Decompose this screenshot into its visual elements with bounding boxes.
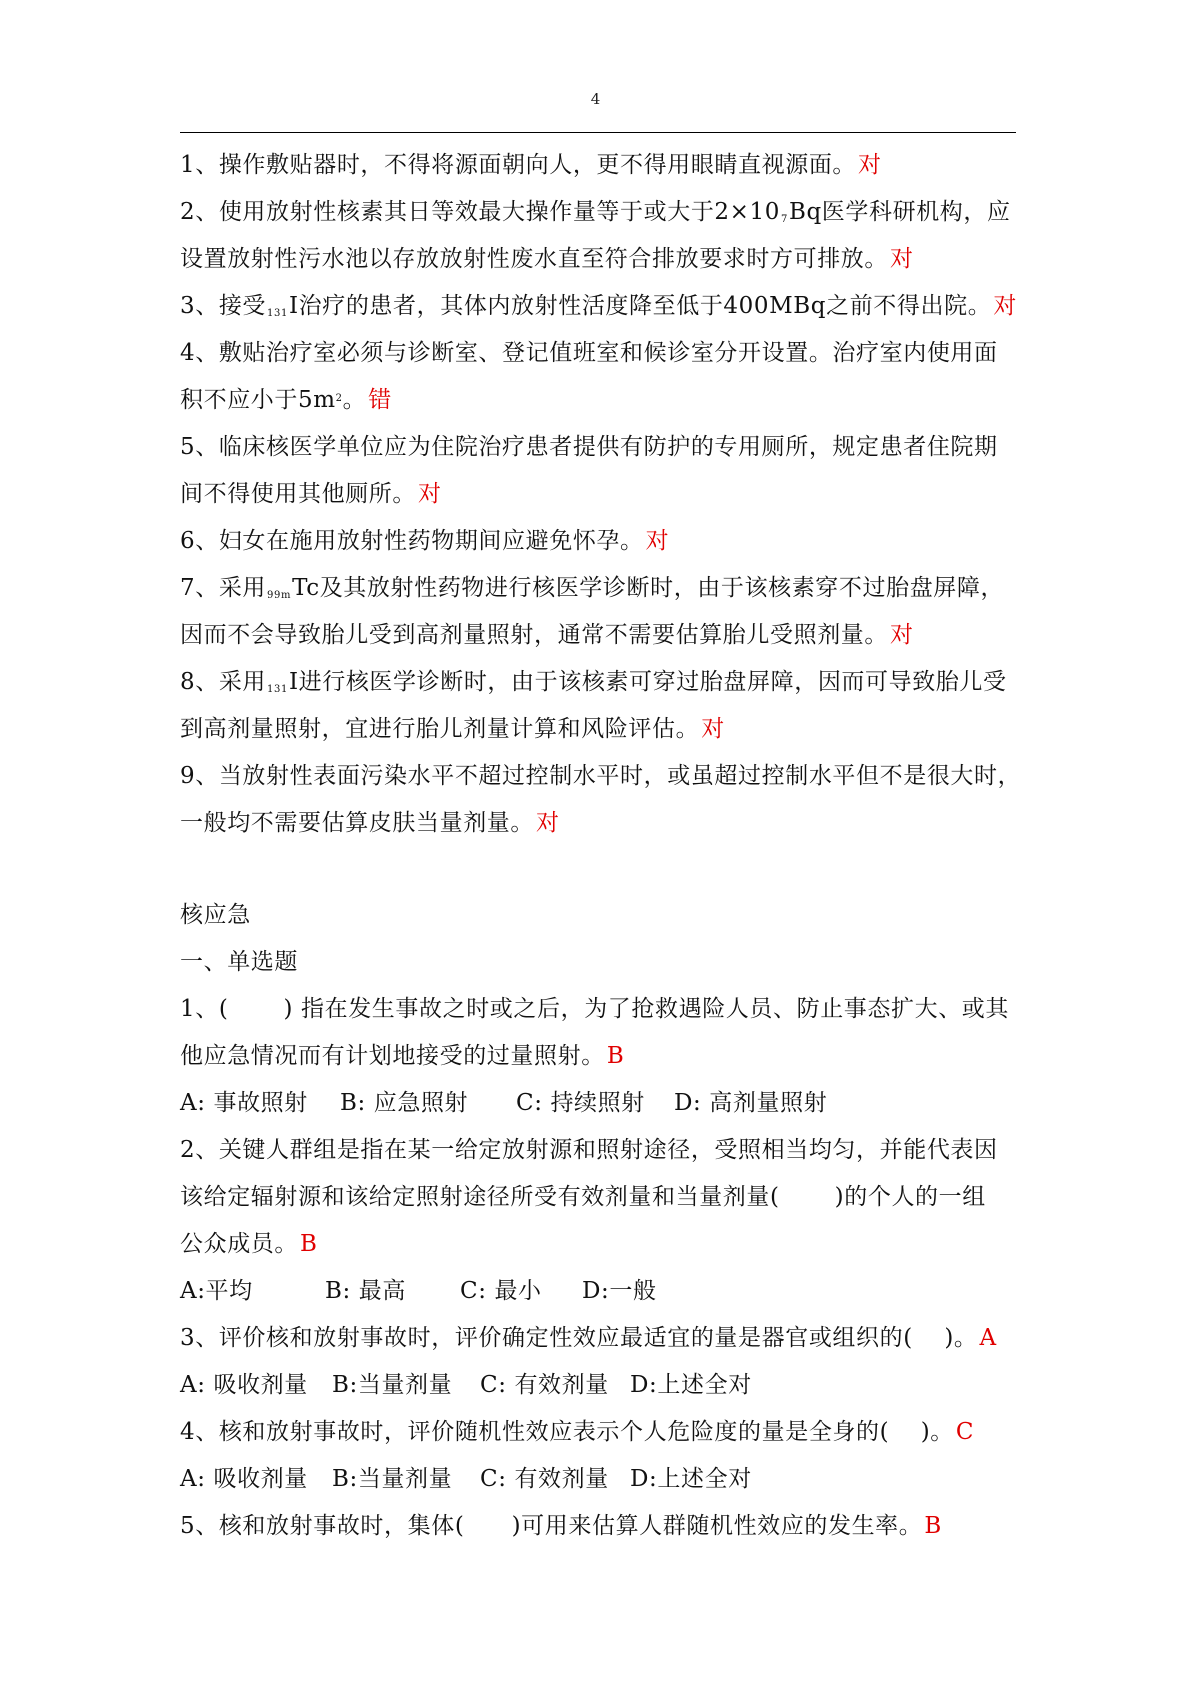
answer-mark: 对 [645,528,670,554]
mc-item-2-cont2: 公众成员。B [180,1231,318,1257]
tf-item-2: 2、使用放射性核素其日等效最大操作量等于或大于$2\times 10^7Bq$医学科研机构，应 [180,199,1011,225]
option-a: A:平均 [180,1278,253,1304]
mc-item-3-options [180,1362,1016,1409]
mc-item-1-options [180,1080,1016,1127]
page-content [180,142,1022,1550]
option-d: D:一般 [582,1278,657,1304]
tf-item-7: 7、采用$^{99m}$Tc及其放射性药物进行核医学诊断时，由于该核素穿不过胎盘屏障， [180,575,1005,601]
tf-item-6: 6、妇女在施用放射性药物期间应避免怀孕。对 [180,528,670,554]
answer-mark: C [955,1419,975,1445]
option-d: D:上述全对 [630,1372,752,1398]
mc-item-2-options [180,1268,1016,1315]
option-b: B: 应急照射 [340,1090,469,1116]
section-gap [180,847,1016,892]
tf-item-4: 4、敷贴治疗室必须与诊断室、登记值班室和候诊室分开设置。治疗室内使用面 [180,340,998,366]
answer-mark: B [300,1231,318,1257]
superscript: 131 [267,684,288,695]
option-c: C: 最小 [460,1278,542,1304]
answer-mark: B [924,1513,942,1539]
answer-mark: 对 [418,481,442,507]
option-a: A: 事故照射 [180,1090,308,1116]
option-b: B:当量剂量 [332,1372,453,1398]
mc-item-4: 4、核和放射事故时，评价随机性效应表示个人危险度的量是全身的( )。C [180,1419,975,1445]
answer-mark: 对 [993,293,1017,319]
option-b: B: 最高 [325,1278,406,1304]
option-b: B:当量剂量 [332,1466,453,1492]
superscript: 7 [781,214,788,225]
mc-item-4-options [180,1456,1016,1503]
tf-item-9: 9、当放射性表面污染水平不超过控制水平时，或虽超过控制水平但不是很大时， [180,763,1022,789]
answer-mark: 对 [701,716,725,742]
answer-mark: 对 [890,246,914,272]
answer-mark: 对 [890,622,914,648]
tf-item-5-cont: 间不得使用其他厕所。对 [180,481,442,507]
tf-item-3: 3、接受$^{131}$I治疗的患者，其体内放射性活度降至低于400MBq之前不得出院。对 [180,293,1017,319]
mc-item-3: 3、评价核和放射事故时，评价确定性效应最适宜的量是器官或组织的( )。A [180,1325,997,1351]
answer-mark: B [606,1043,625,1069]
mc-item-5: 5、核和放射事故时，集体( )可用来估算人群随机性效应的发生率。B [180,1513,942,1539]
option-c: C: 有效剂量 [480,1466,609,1492]
header-rule [180,132,1016,133]
tf-item-8: 8、采用$^{131}$I进行核医学诊断时，由于该核素可穿过胎盘屏障，因而可导致胎儿受 [180,669,1007,695]
page-number: 4 [590,90,601,108]
superscript: 2 [335,393,343,404]
answer-mark: 对 [858,152,882,178]
option-d: D: 高剂量照射 [674,1090,828,1116]
tf-item-9-cont: 一般均不需要估算皮肤当量剂量。对 [180,810,560,836]
answer-mark: 错 [368,387,392,413]
answer-mark: A [979,1325,997,1351]
tf-item-7-cont: 因而不会导致胎儿受到高剂量照射，通常不需要估算胎儿受照剂量。对 [180,622,914,648]
superscript: 99m [267,590,292,601]
option-a: A: 吸收剂量 [180,1466,308,1492]
tf-item-1: 1、操作敷贴器时，不得将源面朝向人，更不得用眼睛直视源面。对 [180,152,882,178]
answer-mark: 对 [536,810,560,836]
tf-item-4-cont: 积不应小于$5m^2$。错 [180,387,392,413]
tf-item-2-cont: 设置放射性污水池以存放放射性废水直至符合排放要求时方可排放。对 [180,246,914,272]
option-d: D:上述全对 [630,1466,752,1492]
option-c: C: 持续照射 [516,1090,645,1116]
mc-item-1: 1、( ) 指在发生事故之时或之后，为了抢救遇险人员、防止事态扩大、或其 [180,996,1010,1022]
option-c: C: 有效剂量 [480,1372,609,1398]
option-a: A: 吸收剂量 [180,1372,308,1398]
subsection-title: 一、单选题 [180,949,298,975]
mc-item-2-cont: 该给定辐射源和该给定照射途径所受有效剂量和当量剂量( )的个人的一组 [180,1184,986,1210]
superscript: 131 [267,308,288,319]
tf-item-8-cont: 到高剂量照射，宜进行胎儿剂量计算和风险评估。对 [180,716,725,742]
tf-item-5: 5、临床核医学单位应为住院治疗患者提供有防护的专用厕所，规定患者住院期 [180,434,998,460]
mc-item-2: 2、关键人群组是指在某一给定放射源和照射途径，受照相当均匀，并能代表因 [180,1137,998,1163]
section-title: 核应急 [180,902,251,928]
mc-item-1-cont: 他应急情况而有计划地接受的过量照射。B [180,1043,625,1069]
